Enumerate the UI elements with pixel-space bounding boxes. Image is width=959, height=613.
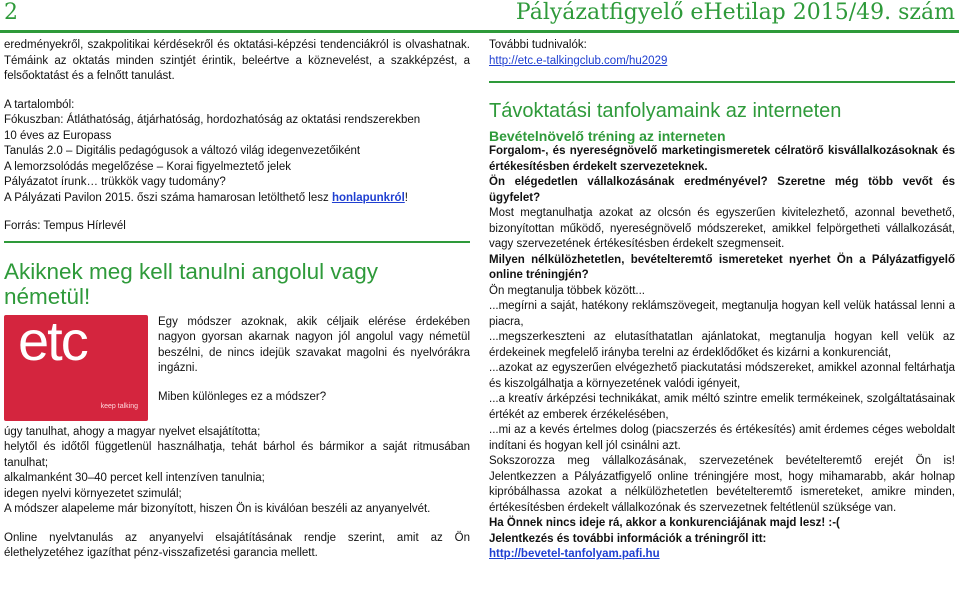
section-divider: [4, 241, 470, 243]
closing-paragraph: Online nyelvtanulás az anyanyelvi elsajátításának rendje szerint, amit az Ön élethelyzetéhez igazíthat pénz-visszafizetési garancia mellett.: [4, 531, 470, 559]
section-divider: [489, 81, 955, 83]
learn-item: ...mi az a kevés értelmes dolog (piacszerzés és értékesítés) amit érdemes céges weboldalt indítani és hogyan kell jól csinálni azt.: [489, 424, 955, 452]
apply-link[interactable]: http://bevetel-tanfolyam.pafi.hu: [489, 548, 660, 560]
apply-label: Jelentkezés és további információk a tréningről itt:: [489, 532, 767, 545]
etc-link[interactable]: http://etc.e-talkingclub.com/hu2029: [489, 54, 668, 67]
etc-logo-tagline: keep talking: [100, 403, 138, 410]
publication-title: Pályázatfigyelő eHetilap 2015/49. szám: [515, 0, 955, 25]
page-header: [0, 0, 959, 34]
article-intro: Egy módszer azoknak, akik céljaik elérése érdekében nagyon gyorsan akarnak nagyon jól angolul vagy németül beszélni, de nincs idejük szavakat magolni és nyelvórákra ingázni.: [158, 315, 470, 374]
contents-heading: A tartalomból:: [4, 98, 75, 111]
course-subtitle: Bevételnövelő tréning az interneten: [489, 128, 726, 144]
contents-item: Tanulás 2.0 – Digitális pedagógusok a változó világ idegenvezetőiként: [4, 145, 361, 157]
course-paragraph: Most megtanulhatja azokat az olcsón és egyszerűen kivitelezhető, azonnal bevethető, bizonyítottan működő, nyereségnövelő módszereket, amikkel felpörgetheti vállalkozását, vagy szervezetének értékesítésben érdekelt szegmenseit.: [489, 207, 955, 250]
page-number: 2: [4, 0, 18, 25]
learn-item: ...azokat az egyszerűen elvégezhető piackutatási módszereket, amikkel azonnal feltárhatja és kiszolgálhatja a környezetének valódi igényeit,: [489, 362, 955, 390]
article-title: Akiknek meg kell tanulni angolul vagy németül!: [4, 258, 378, 309]
course-bold-question-2: Milyen nélkülözhetetlen, bevételteremtő ismereteket nyerhet Ön a Pályázatfigyelő online tréningjén?: [489, 253, 955, 281]
feature-item: alkalmanként 30–40 percet kell intenzíven tanulnia;: [4, 472, 265, 484]
more-info-label: További tudnivalók:: [489, 39, 587, 51]
course-bold-question: Ön elégedetlen vállalkozásának eredményével? Szeretne még több vevőt és ügyfelet?: [489, 176, 955, 204]
feature-item: úgy tanulhat, ahogy a magyar nyelvet elsajátította;: [4, 425, 261, 438]
learn-item: ...a kreatív árképzési technikákat, amik méltó szintre emelik termékeinek, szolgáltatásainak értékét az emberek érzékelésében,: [489, 393, 955, 421]
feature-item: A módszer alapeleme már bizonyított, hiszen Ön is kiválóan beszéli az anyanyelvét.: [4, 503, 431, 515]
header-divider: [0, 30, 959, 33]
success-paragraph: Sokszorozza meg vállalkozásának, szervezetének bevételteremtő erejét Ön is! Jelentkezzen a Pályázatfigyelő online tréningjére most, hogy mihamarabb, akár holnap kipróbálhassa azokat a nélkülözhetetlen bevételteremtő ismereteket, amikre minden, értékesítésben érdekelt vállalkozónak és szervezetnek feltétlenül szüksége van.: [489, 455, 955, 514]
closing-bold: Ha Önnek nincs ideje rá, akkor a konkurenciájának majd lesz! :-(: [489, 517, 840, 529]
etc-logo-text: etc: [18, 308, 87, 372]
contents-item: 10 éves az Europass: [4, 129, 112, 142]
feature-item: idegen nyelvi környezetet szimulál;: [4, 487, 182, 500]
contents-item: A lemorzsolódás megelőzése – Korai figyelmeztető jelek: [4, 160, 292, 173]
honlap-link[interactable]: honlapunkról: [331, 191, 405, 204]
course-bold-intro: Forgalom-, és nyereségnövelő marketingismeretek célratörő kisvállalkozásoknak és értékesítésben érdekelt szervezeteknek.: [489, 145, 955, 173]
method-question: Miben különleges ez a módszer?: [158, 390, 327, 403]
learn-item: ...megszerkeszteni az elutasíthatatlan ajánlatokat, megtanulja hogyan kell velük az érdekeinek megfelelő irányba terelni az érdeklődőket és kizárni a konkurenciát,: [489, 331, 955, 359]
contents-item: Pályázatot írunk… trükkök vagy tudomány?: [4, 176, 226, 188]
right-column: [489, 38, 955, 563]
left-column: [4, 38, 470, 562]
learn-intro: Ön megtanulja többek között...: [489, 284, 645, 297]
feature-item: helytől és időtől függetlenül használhatja, tehát bárhol és bármikor a saját ritmusában tanulhat;: [4, 441, 470, 469]
intro-paragraph: eredményekről, szakpolitikai kérdésekről és oktatási-képzési tendenciákról is olvashatnak. Témáink az oktatás minden szintjét érintik, beleértve a köznevelést, a szakképzést, a felsőoktatást és a felnőtt tanulást.: [4, 39, 470, 82]
source-line: Forrás: Tempus Hírlevél: [4, 220, 126, 232]
learn-item: ...megírni a saját, hatékony reklámszövegeit, megtanulja hogyan kell velük hatással lenni a piacra,: [489, 300, 955, 328]
contents-item: Fókuszban: Átláthatóság, átjárhatóság, hordozhatóság az oktatási rendszerekben: [4, 114, 421, 126]
pavilon-line: A Pályázati Pavilon 2015. őszi száma hamarosan letölthető lesz honlapunkról!: [4, 191, 408, 204]
courses-title: Távoktatási tanfolyamaink az interneten: [489, 100, 842, 122]
etc-logo: [4, 308, 148, 421]
